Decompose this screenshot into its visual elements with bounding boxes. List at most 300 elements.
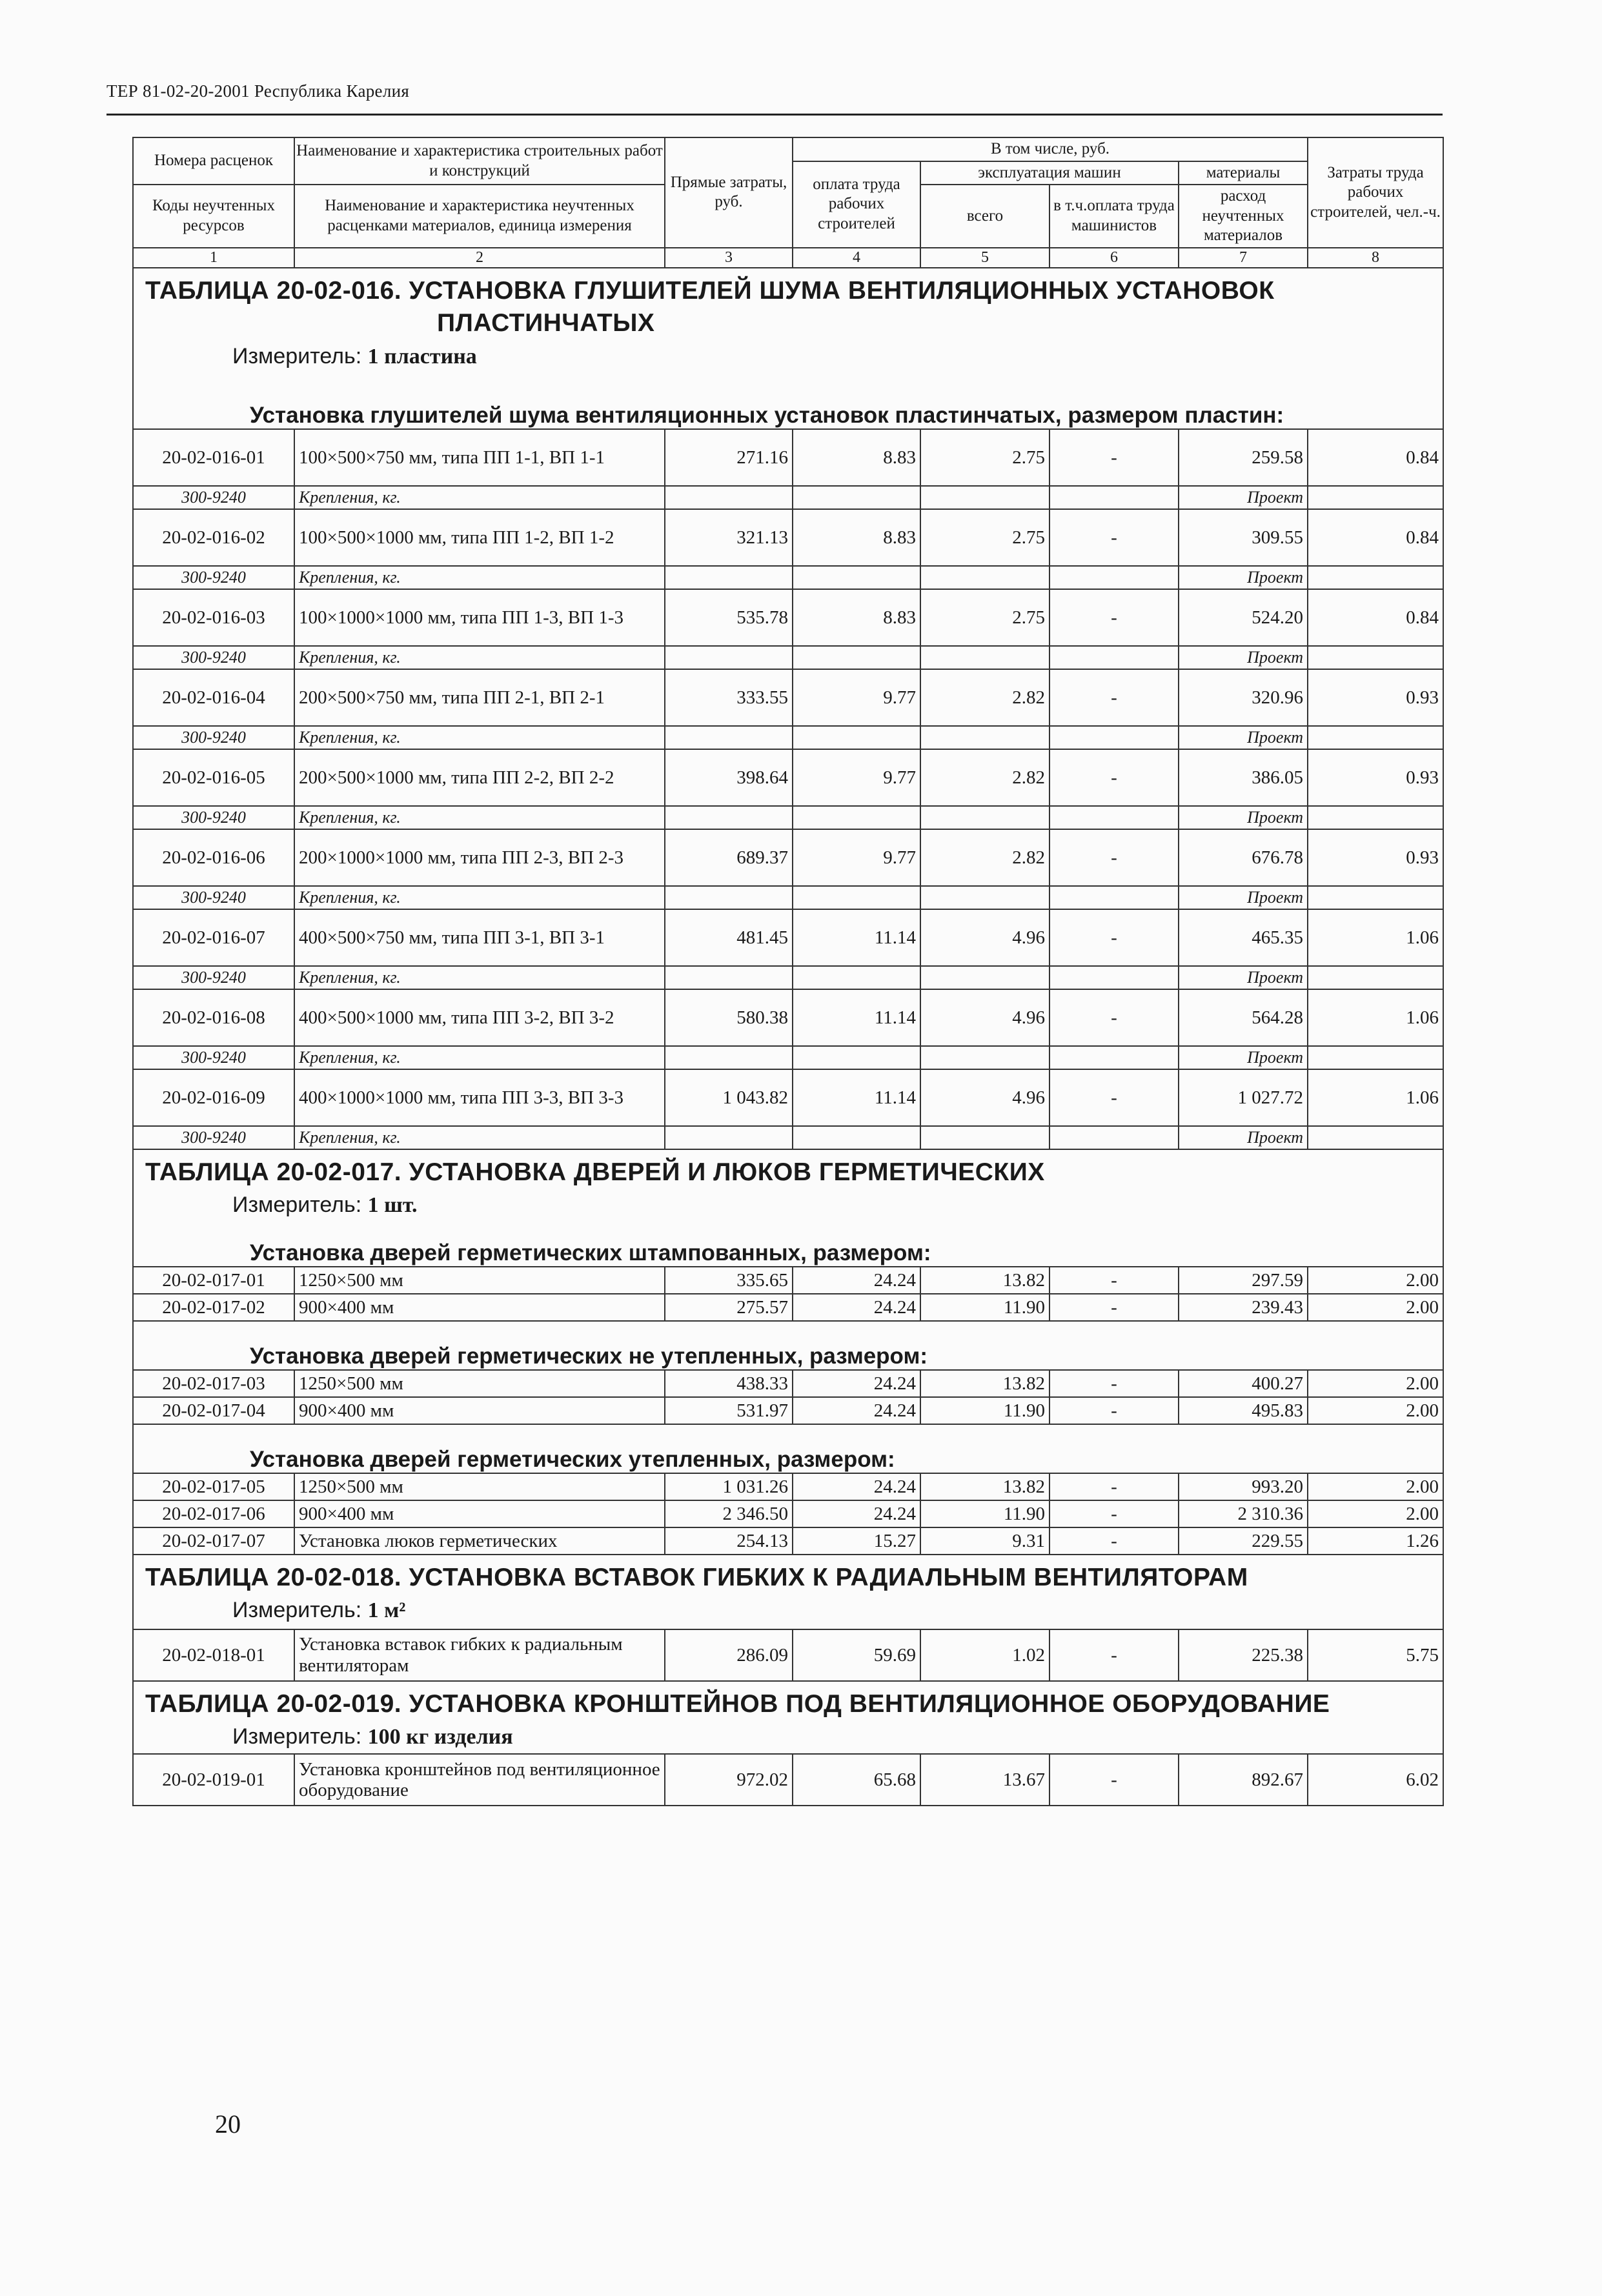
- labor-hours: 1.06: [1308, 909, 1443, 966]
- resource-materials: Проект: [1179, 1126, 1308, 1149]
- resource-materials: Проект: [1179, 806, 1308, 829]
- materials-cost: 400.27: [1179, 1370, 1308, 1397]
- empty-cell: [1049, 886, 1179, 909]
- labor-pay: 24.24: [793, 1294, 920, 1321]
- table-016: [133, 268, 1443, 429]
- machinists-pay: -: [1049, 1397, 1179, 1424]
- table-row: [133, 669, 1443, 726]
- empty-cell: [1049, 966, 1179, 989]
- direct-cost: 2 346.50: [665, 1500, 793, 1527]
- machinists-pay: -: [1049, 1500, 1179, 1527]
- work-name: 100×1000×1000 мм, типа ПП 1-3, ВП 1-3: [294, 589, 665, 646]
- labor-hours: 1.06: [1308, 1069, 1443, 1126]
- table-measure: Измеритель: 1 шт.: [232, 1193, 418, 1218]
- empty-cell: [793, 1046, 920, 1069]
- table-title: ТАБЛИЦА 20-02-018. УСТАНОВКА ВСТАВОК ГИБКИХ К РАДИАЛЬНЫМ ВЕНТИЛЯТОРАМ: [145, 1563, 1248, 1591]
- rate-code: 20-02-018-01: [133, 1629, 294, 1681]
- materials-cost: 2 310.36: [1179, 1500, 1308, 1527]
- table-measure: Измеритель: 100 кг изделия: [232, 1724, 513, 1749]
- rate-code: 20-02-016-07: [133, 909, 294, 966]
- materials-cost: 225.38: [1179, 1629, 1308, 1681]
- resource-name: Крепления, кг.: [294, 806, 665, 829]
- machines-total: 13.67: [920, 1754, 1049, 1806]
- machines-total: 13.82: [920, 1473, 1049, 1500]
- work-name: 100×500×1000 мм, типа ПП 1-2, ВП 1-2: [294, 509, 665, 566]
- materials-cost: 892.67: [1179, 1754, 1308, 1806]
- resource-name: Крепления, кг.: [294, 566, 665, 589]
- col-resource-name: Наименование и характеристика неучтенных расценками материалов, единица измерения: [294, 185, 665, 248]
- table-019-rows: [133, 1754, 1443, 1806]
- table-title-block: [133, 1555, 1443, 1629]
- materials-cost: 993.20: [1179, 1473, 1308, 1500]
- work-name: 900×400 мм: [294, 1500, 665, 1527]
- direct-cost: 398.64: [665, 749, 793, 806]
- labor-pay: 24.24: [793, 1473, 920, 1500]
- empty-cell: [665, 966, 793, 989]
- labor-pay: 15.27: [793, 1527, 920, 1555]
- rate-code: 20-02-017-05: [133, 1473, 294, 1500]
- machines-total: 11.90: [920, 1397, 1049, 1424]
- resource-code: 300-9240: [133, 486, 294, 509]
- labor-pay: 65.68: [793, 1754, 920, 1806]
- col-number: 4: [793, 248, 920, 268]
- machines-total: 2.75: [920, 589, 1049, 646]
- labor-pay: 8.83: [793, 509, 920, 566]
- col-number: 6: [1049, 248, 1179, 268]
- table-017-group2: [133, 1321, 1443, 1370]
- labor-pay: 24.24: [793, 1267, 920, 1294]
- rate-code: 20-02-016-03: [133, 589, 294, 646]
- group-title: Установка глушителей шума вентиляционных установок пластинчатых, размером пластин:: [133, 383, 1443, 429]
- labor-hours: 2.00: [1308, 1397, 1443, 1424]
- empty-cell: [1049, 566, 1179, 589]
- machinists-pay: -: [1049, 1267, 1179, 1294]
- rates-table: [132, 137, 1444, 1806]
- resource-code: 300-9240: [133, 1046, 294, 1069]
- labor-hours: 1.06: [1308, 989, 1443, 1046]
- empty-cell: [1308, 886, 1443, 909]
- direct-cost: 335.65: [665, 1267, 793, 1294]
- table-row: [133, 829, 1443, 886]
- direct-cost: 972.02: [665, 1754, 793, 1806]
- machinists-pay: -: [1049, 1473, 1179, 1500]
- labor-hours: 0.84: [1308, 589, 1443, 646]
- work-name: 200×500×750 мм, типа ПП 2-1, ВП 2-1: [294, 669, 665, 726]
- work-name: 1250×500 мм: [294, 1370, 665, 1397]
- empty-cell: [1049, 486, 1179, 509]
- direct-cost: 481.45: [665, 909, 793, 966]
- machines-total: 1.02: [920, 1629, 1049, 1681]
- resource-name: Крепления, кг.: [294, 486, 665, 509]
- direct-cost: 275.57: [665, 1294, 793, 1321]
- materials-cost: 259.58: [1179, 429, 1308, 486]
- rate-code: 20-02-017-01: [133, 1267, 294, 1294]
- empty-cell: [1308, 486, 1443, 509]
- group-title: Установка дверей герметических утепленных, размером:: [133, 1424, 1443, 1473]
- machinists-pay: -: [1049, 749, 1179, 806]
- table-title-block: [133, 1149, 1443, 1226]
- work-name: Установка кронштейнов под вентиляционное оборудование: [294, 1754, 665, 1806]
- table-row: [133, 1370, 1443, 1397]
- table-row: [133, 509, 1443, 566]
- work-name: 1250×500 мм: [294, 1473, 665, 1500]
- materials-cost: 495.83: [1179, 1397, 1308, 1424]
- work-name: 200×1000×1000 мм, типа ПП 2-3, ВП 2-3: [294, 829, 665, 886]
- machines-total: 2.82: [920, 829, 1049, 886]
- running-header: ТЕР 81-02-20-2001 Республика Карелия: [106, 81, 410, 101]
- materials-cost: 297.59: [1179, 1267, 1308, 1294]
- resource-name: Крепления, кг.: [294, 646, 665, 669]
- machines-total: 2.82: [920, 749, 1049, 806]
- rate-code: 20-02-016-04: [133, 669, 294, 726]
- labor-hours: 6.02: [1308, 1754, 1443, 1806]
- labor-hours: 0.93: [1308, 829, 1443, 886]
- work-name: 400×1000×1000 мм, типа ПП 3-3, ВП 3-3: [294, 1069, 665, 1126]
- col-number: 3: [665, 248, 793, 268]
- table-017-group3-rows: [133, 1473, 1443, 1555]
- direct-cost: 254.13: [665, 1527, 793, 1555]
- labor-hours: 2.00: [1308, 1500, 1443, 1527]
- col-machines-total: всего: [920, 185, 1049, 248]
- group-title-row: [133, 383, 1443, 429]
- table-row: [133, 589, 1443, 646]
- machines-total: 13.82: [920, 1370, 1049, 1397]
- resource-materials: Проект: [1179, 646, 1308, 669]
- empty-cell: [920, 566, 1049, 589]
- empty-cell: [665, 726, 793, 749]
- empty-cell: [1308, 646, 1443, 669]
- work-name: 400×500×750 мм, типа ПП 3-1, ВП 3-1: [294, 909, 665, 966]
- table-row: [133, 989, 1443, 1046]
- table-row: [133, 1397, 1443, 1424]
- machinists-pay: -: [1049, 589, 1179, 646]
- labor-hours: 2.00: [1308, 1294, 1443, 1321]
- labor-hours: 0.84: [1308, 509, 1443, 566]
- materials-cost: 229.55: [1179, 1527, 1308, 1555]
- empty-cell: [665, 1046, 793, 1069]
- resource-row: [133, 966, 1443, 989]
- rate-code: 20-02-016-02: [133, 509, 294, 566]
- direct-cost: 271.16: [665, 429, 793, 486]
- rate-code: 20-02-017-06: [133, 1500, 294, 1527]
- labor-pay: 11.14: [793, 909, 920, 966]
- resource-name: Крепления, кг.: [294, 726, 665, 749]
- work-name: 100×500×750 мм, типа ПП 1-1, ВП 1-1: [294, 429, 665, 486]
- empty-cell: [793, 486, 920, 509]
- table-018-rows: [133, 1629, 1443, 1681]
- col-machines: эксплуатация машин: [920, 161, 1179, 185]
- rate-code: 20-02-016-06: [133, 829, 294, 886]
- empty-cell: [793, 806, 920, 829]
- table-row: [133, 1500, 1443, 1527]
- rate-code: 20-02-016-08: [133, 989, 294, 1046]
- resource-name: Крепления, кг.: [294, 1046, 665, 1069]
- materials-cost: 309.55: [1179, 509, 1308, 566]
- labor-pay: 24.24: [793, 1370, 920, 1397]
- col-unaccounted-materials: расход неучтенных материалов: [1179, 185, 1308, 248]
- col-number: 5: [920, 248, 1049, 268]
- labor-pay: 24.24: [793, 1500, 920, 1527]
- empty-cell: [665, 886, 793, 909]
- direct-cost: 286.09: [665, 1629, 793, 1681]
- col-materials: материалы: [1179, 161, 1308, 185]
- table-measure: Измеритель: 1 м²: [232, 1598, 406, 1623]
- resource-code: 300-9240: [133, 646, 294, 669]
- empty-cell: [920, 966, 1049, 989]
- col-resource-codes: Коды неучтенных ресурсов: [133, 185, 294, 248]
- price-sheet: [132, 137, 1443, 1806]
- materials-cost: 676.78: [1179, 829, 1308, 886]
- empty-cell: [1049, 726, 1179, 749]
- direct-cost: 321.13: [665, 509, 793, 566]
- machines-total: 11.90: [920, 1500, 1049, 1527]
- machinists-pay: -: [1049, 989, 1179, 1046]
- column-numbers-row: [133, 248, 1443, 268]
- resource-name: Крепления, кг.: [294, 966, 665, 989]
- machinists-pay: -: [1049, 429, 1179, 486]
- machinists-pay: -: [1049, 909, 1179, 966]
- empty-cell: [920, 886, 1049, 909]
- table-header: [133, 137, 1443, 268]
- empty-cell: [793, 646, 920, 669]
- machinists-pay: -: [1049, 1294, 1179, 1321]
- resource-row: [133, 646, 1443, 669]
- materials-cost: 1 027.72: [1179, 1069, 1308, 1126]
- rate-code: 20-02-017-02: [133, 1294, 294, 1321]
- col-rate-numbers: Номера расценок: [133, 137, 294, 185]
- work-name: Установка люков герметических: [294, 1527, 665, 1555]
- table-row: [133, 1754, 1443, 1806]
- direct-cost: 333.55: [665, 669, 793, 726]
- machines-total: 2.82: [920, 669, 1049, 726]
- table-title-block: [133, 1681, 1443, 1755]
- machines-total: 2.75: [920, 509, 1049, 566]
- table-row: [133, 1473, 1443, 1500]
- group-title: Установка дверей герметических штампованных, размером:: [133, 1226, 1443, 1267]
- empty-cell: [920, 646, 1049, 669]
- resource-code: 300-9240: [133, 726, 294, 749]
- table-017-group1-rows: [133, 1267, 1443, 1321]
- work-name: Установка вставок гибких к радиальным вентиляторам: [294, 1629, 665, 1681]
- labor-pay: 9.77: [793, 669, 920, 726]
- machinists-pay: -: [1049, 509, 1179, 566]
- empty-cell: [793, 1126, 920, 1149]
- direct-cost: 535.78: [665, 589, 793, 646]
- resource-code: 300-9240: [133, 1126, 294, 1149]
- col-machinists-pay: в т.ч.оплата труда машинистов: [1049, 185, 1179, 248]
- table-title: ТАБЛИЦА 20-02-017. УСТАНОВКА ДВЕРЕЙ И ЛЮКОВ ГЕРМЕТИЧЕСКИХ: [145, 1158, 1045, 1186]
- rate-code: 20-02-019-01: [133, 1754, 294, 1806]
- resource-row: [133, 726, 1443, 749]
- resource-row: [133, 806, 1443, 829]
- resource-row: [133, 486, 1443, 509]
- table-019: [133, 1681, 1443, 1755]
- labor-pay: 11.14: [793, 989, 920, 1046]
- empty-cell: [1308, 1046, 1443, 1069]
- table-016-rows: [133, 429, 1443, 1149]
- resource-code: 300-9240: [133, 966, 294, 989]
- resource-materials: Проект: [1179, 966, 1308, 989]
- labor-hours: 2.00: [1308, 1473, 1443, 1500]
- table-row: [133, 1294, 1443, 1321]
- labor-hours: 2.00: [1308, 1267, 1443, 1294]
- empty-cell: [665, 486, 793, 509]
- empty-cell: [793, 566, 920, 589]
- labor-hours: 5.75: [1308, 1629, 1443, 1681]
- group-title-row: [133, 1321, 1443, 1370]
- materials-cost: 386.05: [1179, 749, 1308, 806]
- group-title-row: [133, 1226, 1443, 1267]
- machinists-pay: -: [1049, 669, 1179, 726]
- empty-cell: [1308, 566, 1443, 589]
- col-number: 7: [1179, 248, 1308, 268]
- table-title: ТАБЛИЦА 20-02-016. УСТАНОВКА ГЛУШИТЕЛЕЙ ШУМА ВЕНТИЛЯЦИОННЫХ УСТАНОВОК ПЛАСТИНЧАТЫХ: [145, 276, 1275, 337]
- table-row: [133, 909, 1443, 966]
- direct-cost: 1 043.82: [665, 1069, 793, 1126]
- materials-cost: 320.96: [1179, 669, 1308, 726]
- empty-cell: [1308, 966, 1443, 989]
- machines-total: 9.31: [920, 1527, 1049, 1555]
- table-measure: Измеритель: 1 пластина: [232, 344, 477, 369]
- rate-code: 20-02-017-07: [133, 1527, 294, 1555]
- table-018: [133, 1555, 1443, 1629]
- machines-total: 2.75: [920, 429, 1049, 486]
- rate-code: 20-02-017-03: [133, 1370, 294, 1397]
- resource-materials: Проект: [1179, 1046, 1308, 1069]
- empty-cell: [1049, 806, 1179, 829]
- col-group-incl: В том числе, руб.: [793, 137, 1308, 161]
- direct-cost: 531.97: [665, 1397, 793, 1424]
- empty-cell: [1049, 1046, 1179, 1069]
- work-name: 1250×500 мм: [294, 1267, 665, 1294]
- machines-total: 13.82: [920, 1267, 1049, 1294]
- empty-cell: [1049, 1126, 1179, 1149]
- table-row: [133, 1069, 1443, 1126]
- resource-materials: Проект: [1179, 886, 1308, 909]
- table-row: [133, 1267, 1443, 1294]
- work-name: 900×400 мм: [294, 1397, 665, 1424]
- empty-cell: [1308, 1126, 1443, 1149]
- labor-pay: 59.69: [793, 1629, 920, 1681]
- group-title: Установка дверей герметических не утепленных, размером:: [133, 1321, 1443, 1370]
- machinists-pay: -: [1049, 1629, 1179, 1681]
- empty-cell: [665, 1126, 793, 1149]
- empty-cell: [1308, 726, 1443, 749]
- table-017: [133, 1149, 1443, 1267]
- empty-cell: [1308, 806, 1443, 829]
- empty-cell: [1049, 646, 1179, 669]
- labor-hours: 0.84: [1308, 429, 1443, 486]
- materials-cost: 564.28: [1179, 989, 1308, 1046]
- col-labor-pay: оплата труда рабочих строителей: [793, 161, 920, 248]
- resource-row: [133, 566, 1443, 589]
- header-rule: [106, 114, 1443, 116]
- empty-cell: [665, 566, 793, 589]
- empty-cell: [665, 806, 793, 829]
- col-direct-cost: Прямые затраты, руб.: [665, 137, 793, 248]
- machinists-pay: -: [1049, 829, 1179, 886]
- machinists-pay: -: [1049, 1069, 1179, 1126]
- machinists-pay: -: [1049, 1527, 1179, 1555]
- resource-code: 300-9240: [133, 886, 294, 909]
- direct-cost: 1 031.26: [665, 1473, 793, 1500]
- table-row: [133, 429, 1443, 486]
- col-number: 2: [294, 248, 665, 268]
- resource-row: [133, 1126, 1443, 1149]
- table-title: ТАБЛИЦА 20-02-019. УСТАНОВКА КРОНШТЕЙНОВ ПОД ВЕНТИЛЯЦИОННОЕ ОБОРУДОВАНИЕ: [145, 1689, 1330, 1718]
- labor-pay: 8.83: [793, 589, 920, 646]
- direct-cost: 438.33: [665, 1370, 793, 1397]
- empty-cell: [920, 726, 1049, 749]
- work-name: 200×500×1000 мм, типа ПП 2-2, ВП 2-2: [294, 749, 665, 806]
- work-name: 900×400 мм: [294, 1294, 665, 1321]
- col-work-name: Наименование и характеристика строительных работ и конструкций: [294, 137, 665, 185]
- empty-cell: [793, 726, 920, 749]
- resource-name: Крепления, кг.: [294, 886, 665, 909]
- resource-materials: Проект: [1179, 566, 1308, 589]
- materials-cost: 524.20: [1179, 589, 1308, 646]
- col-number: 1: [133, 248, 294, 268]
- rate-code: 20-02-016-05: [133, 749, 294, 806]
- labor-hours: 0.93: [1308, 749, 1443, 806]
- table-title-block: [133, 268, 1443, 383]
- work-name: 400×500×1000 мм, типа ПП 3-2, ВП 3-2: [294, 989, 665, 1046]
- resource-row: [133, 886, 1443, 909]
- machinists-pay: -: [1049, 1754, 1179, 1806]
- labor-pay: 9.77: [793, 829, 920, 886]
- table-row: [133, 1629, 1443, 1681]
- col-number: 8: [1308, 248, 1443, 268]
- materials-cost: 239.43: [1179, 1294, 1308, 1321]
- empty-cell: [920, 1046, 1049, 1069]
- materials-cost: 465.35: [1179, 909, 1308, 966]
- resource-materials: Проект: [1179, 726, 1308, 749]
- empty-cell: [793, 966, 920, 989]
- resource-code: 300-9240: [133, 806, 294, 829]
- labor-pay: 24.24: [793, 1397, 920, 1424]
- machines-total: 4.96: [920, 1069, 1049, 1126]
- machines-total: 4.96: [920, 909, 1049, 966]
- table-row: [133, 749, 1443, 806]
- resource-row: [133, 1046, 1443, 1069]
- labor-hours: 0.93: [1308, 669, 1443, 726]
- labor-pay: 11.14: [793, 1069, 920, 1126]
- machinists-pay: -: [1049, 1370, 1179, 1397]
- resource-code: 300-9240: [133, 566, 294, 589]
- table-row: [133, 1527, 1443, 1555]
- rate-code: 20-02-016-09: [133, 1069, 294, 1126]
- direct-cost: 580.38: [665, 989, 793, 1046]
- machines-total: 4.96: [920, 989, 1049, 1046]
- labor-hours: 2.00: [1308, 1370, 1443, 1397]
- rate-code: 20-02-017-04: [133, 1397, 294, 1424]
- group-title-row: [133, 1424, 1443, 1473]
- table-017-group3: [133, 1424, 1443, 1473]
- col-labor-hours: Затраты труда рабочих строителей, чел.-ч.: [1308, 137, 1443, 248]
- empty-cell: [793, 886, 920, 909]
- empty-cell: [665, 646, 793, 669]
- rate-code: 20-02-016-01: [133, 429, 294, 486]
- direct-cost: 689.37: [665, 829, 793, 886]
- labor-pay: 9.77: [793, 749, 920, 806]
- empty-cell: [920, 486, 1049, 509]
- labor-hours: 1.26: [1308, 1527, 1443, 1555]
- resource-name: Крепления, кг.: [294, 1126, 665, 1149]
- resource-materials: Проект: [1179, 486, 1308, 509]
- machines-total: 11.90: [920, 1294, 1049, 1321]
- table-017-group2-rows: [133, 1370, 1443, 1424]
- labor-pay: 8.83: [793, 429, 920, 486]
